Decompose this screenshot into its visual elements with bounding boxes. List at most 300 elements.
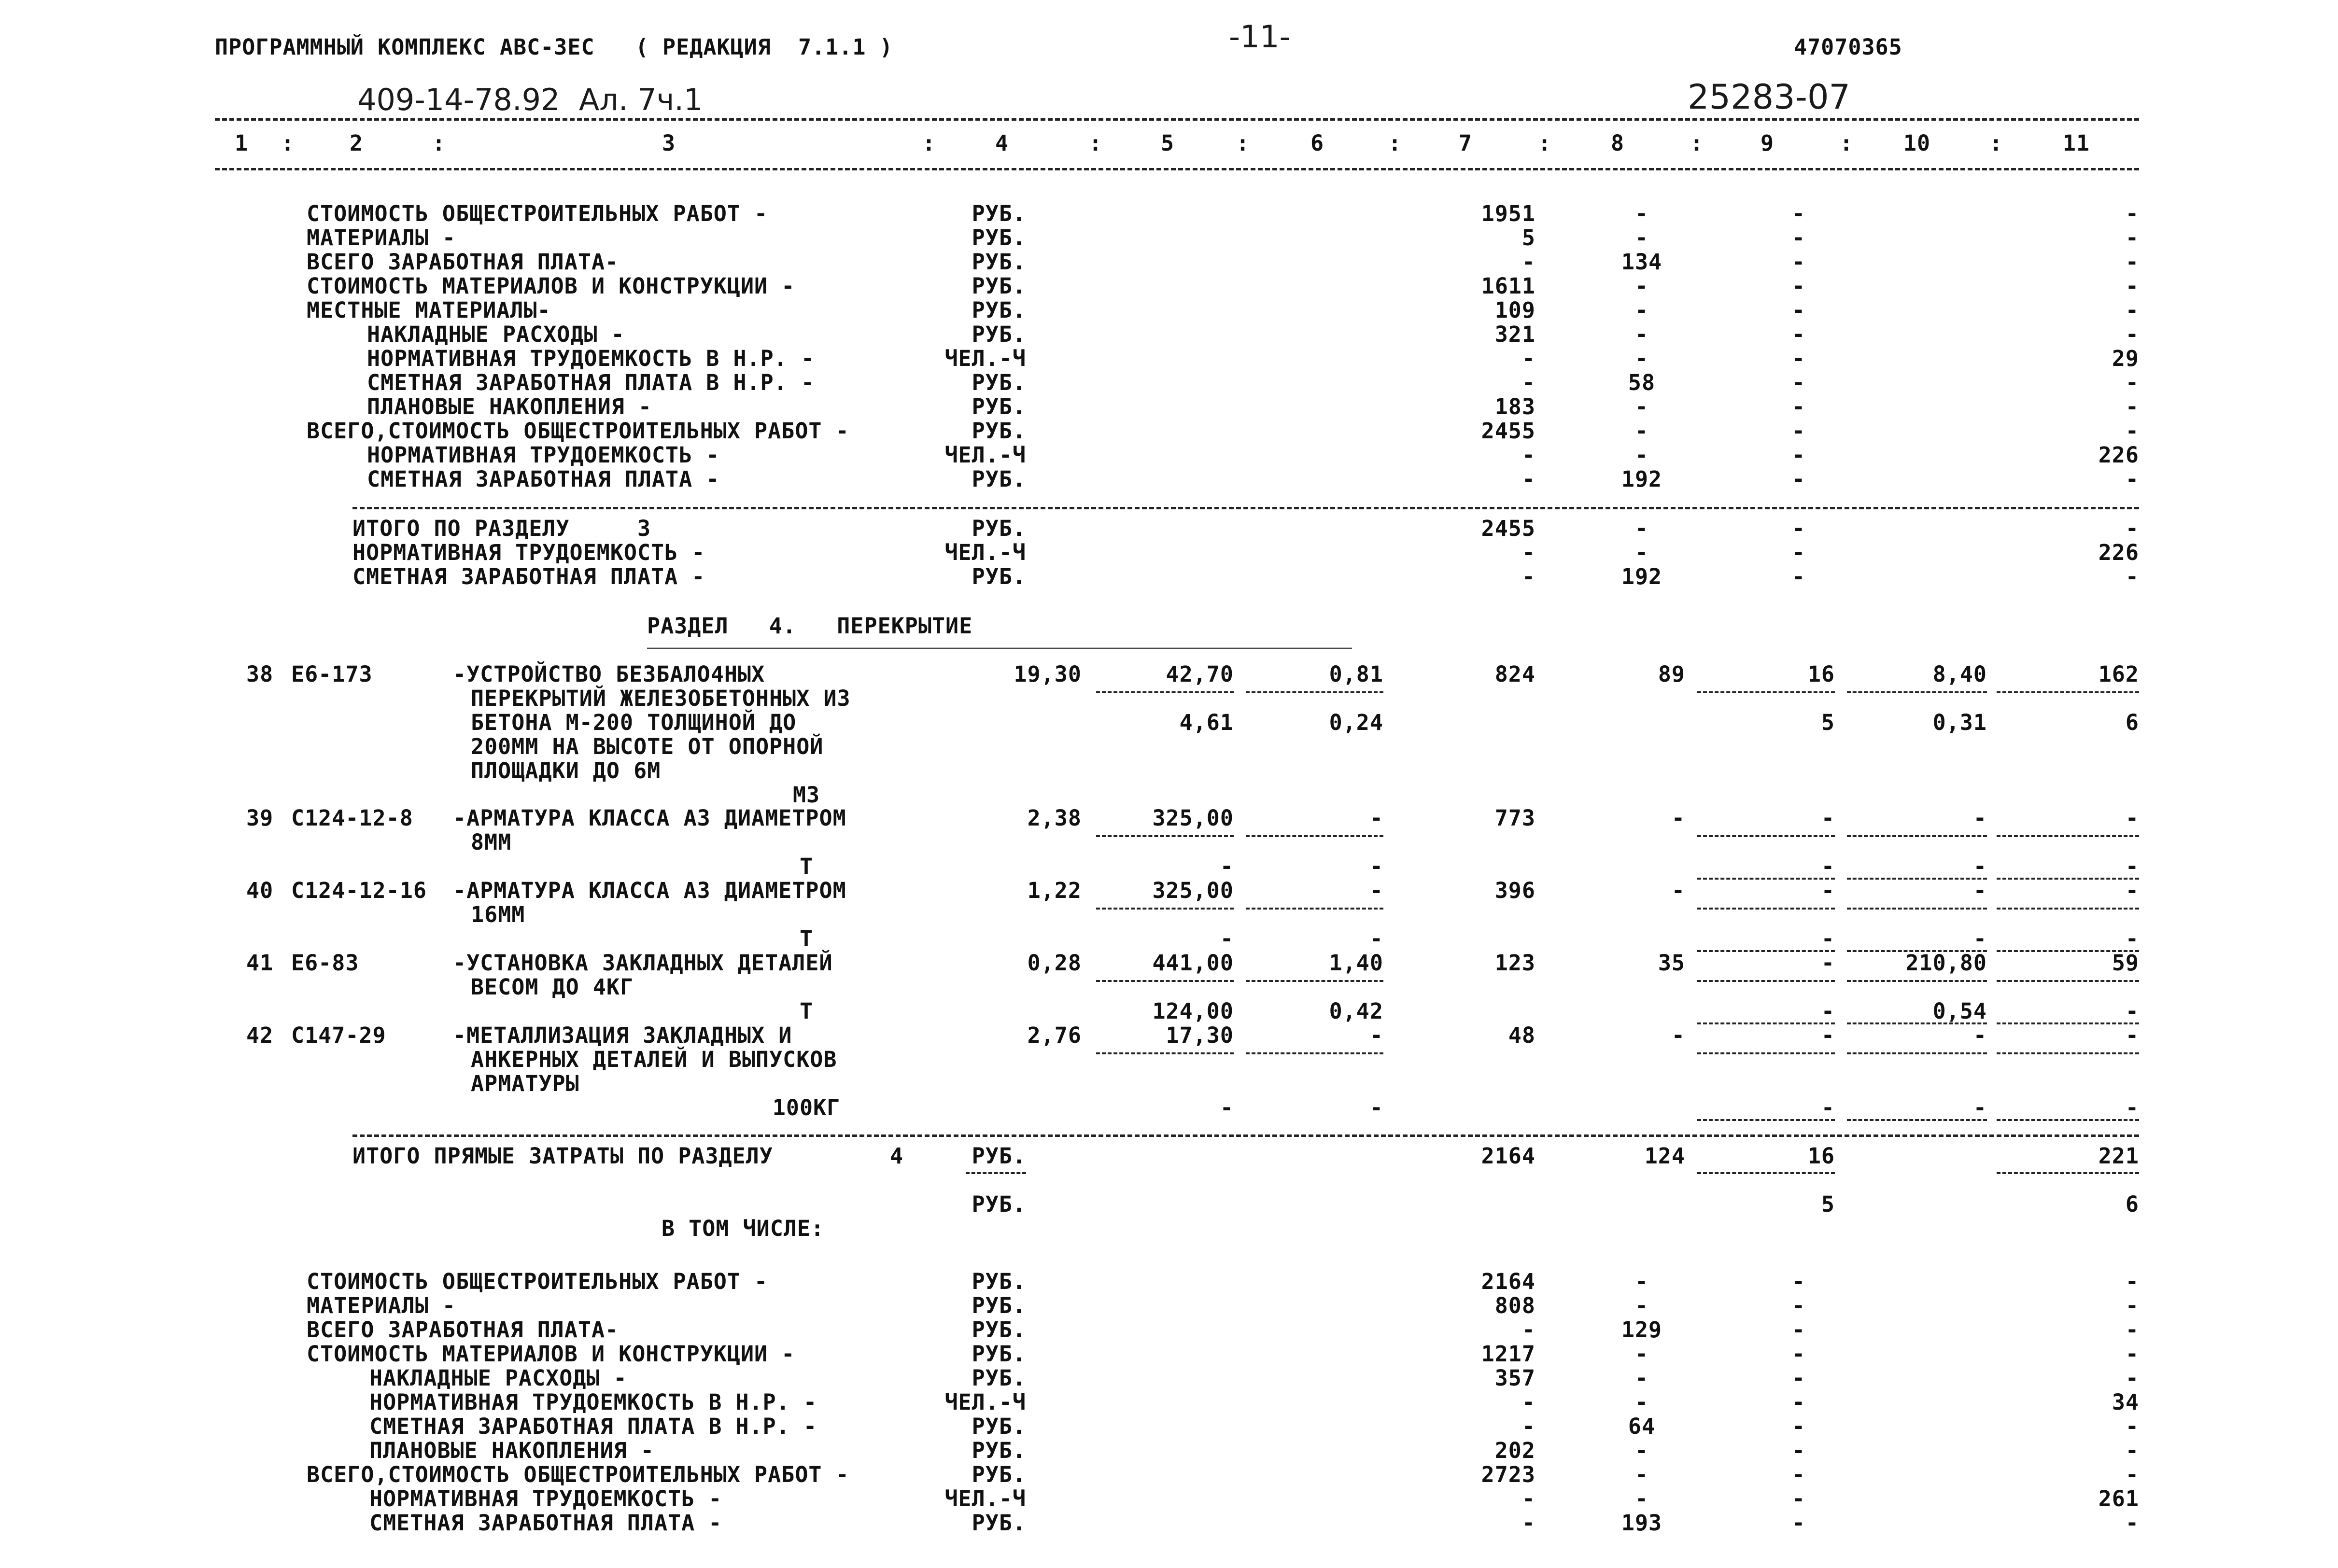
summary-value-col11: - — [2125, 466, 2139, 492]
item-subrule — [1246, 691, 1383, 693]
summary-value-col8: - — [1634, 1293, 1649, 1318]
item-col6: - — [1369, 805, 1383, 831]
summary-value-col8: 129 — [1621, 1317, 1662, 1343]
item-description-line: -АРМАТУРА КЛАССА А3 ДИАМЕТРОМ — [453, 878, 846, 903]
summary-unit: ЧЕЛ.-Ч — [944, 442, 1026, 468]
summary-unit: ЧЕЛ.-Ч — [944, 1389, 1026, 1415]
item-subrule — [1697, 1052, 1835, 1054]
item-subrule — [1997, 908, 2139, 910]
section3-total-col7: - — [1521, 564, 1535, 589]
column-separator: : — [1840, 130, 1854, 156]
summary-value-col11: - — [2125, 225, 2139, 251]
section3-total-col8: - — [1634, 516, 1649, 541]
item-col11-secondary: - — [2125, 854, 2139, 879]
summary-label: НОРМАТИВНАЯ ТРУДОЕМКОСТЬ - — [369, 1486, 722, 1512]
summary-label: МАТЕРИАЛЫ - — [307, 1293, 456, 1318]
summary-label: ВСЕГО ЗАРАБОТНАЯ ПЛАТА- — [307, 249, 619, 275]
summary-value-col7: 2455 — [1481, 418, 1535, 444]
item-quantity: 19,30 — [1014, 661, 1082, 687]
summary-value-col9: - — [1791, 1389, 1806, 1415]
summary-value-col8: - — [1634, 322, 1649, 347]
summary-unit: РУБ. — [972, 1414, 1026, 1439]
column-separator: : — [1538, 130, 1552, 156]
item-description-line: ВЕСОМ ДО 4КГ — [471, 974, 634, 1000]
summary-value-col9: - — [1791, 1486, 1806, 1512]
item-subrule — [1246, 908, 1383, 910]
item-subrule — [1847, 1052, 1987, 1054]
summary-unit: ЧЕЛ.-Ч — [944, 346, 1026, 371]
column-header-5: 5 — [1160, 130, 1175, 156]
summary-value-col7: 109 — [1494, 297, 1535, 323]
summary-unit: РУБ. — [972, 273, 1026, 299]
summary-unit: РУБ. — [972, 249, 1026, 275]
item-col5-secondary: 124,00 — [1152, 998, 1234, 1024]
summary-value-col7: - — [1521, 1317, 1535, 1343]
summary-label: ВСЕГО,СТОИМОСТЬ ОБЩЕСТРОИТЕЛЬНЫХ РАБОТ - — [307, 418, 849, 444]
summary-value-col7: 5 — [1521, 225, 1535, 251]
summary-unit: РУБ. — [972, 1341, 1026, 1367]
summary-label: СТОИМОСТЬ ОБЩЕСТРОИТЕЛЬНЫХ РАБОТ - — [307, 201, 768, 226]
summary-value-col9: - — [1791, 442, 1806, 468]
summary-label: НОРМАТИВНАЯ ТРУДОЕМКОСТЬ В Н.Р. - — [369, 1389, 817, 1415]
summary-value-col8: - — [1634, 394, 1649, 420]
item-subrule — [1697, 908, 1835, 910]
summary-value-col7: 321 — [1494, 322, 1535, 347]
column-separator: : — [281, 130, 295, 156]
section3-total-col9: - — [1791, 540, 1806, 565]
item-unit: 100КГ — [772, 1095, 841, 1120]
page-number-mark: -11- — [1229, 19, 1291, 55]
item-col8: - — [1671, 878, 1685, 903]
item-col5-secondary: - — [1220, 1095, 1234, 1120]
item-subrule — [1997, 1119, 2139, 1121]
item-code: Е6-83 — [291, 950, 359, 976]
summary-label: СТОИМОСТЬ МАТЕРИАЛОВ И КОНСТРУКЦИИ - — [307, 1341, 795, 1367]
column-header-11: 11 — [2062, 130, 2090, 156]
direct-costs-col11-secondary: 6 — [2125, 1191, 2139, 1217]
item-col10-secondary: - — [1973, 926, 1987, 952]
direct-costs-col9: 16 — [1807, 1143, 1835, 1169]
header-rule-bottom — [215, 168, 2139, 170]
section3-total-label: ИТОГО ПО РАЗДЕЛУ 3 — [352, 516, 651, 541]
direct-costs-subrule — [966, 1172, 1026, 1174]
item-col6-secondary: 0,24 — [1329, 710, 1383, 735]
summary-label: ВСЕГО ЗАРАБОТНАЯ ПЛАТА- — [307, 1317, 619, 1343]
summary-value-col11: - — [2125, 1341, 2139, 1367]
item-col10-secondary: 0,54 — [1932, 998, 1987, 1024]
summary-value-col11: - — [2125, 1510, 2139, 1536]
section3-total-unit: РУБ. — [972, 516, 1026, 541]
section3-total-col9: - — [1791, 516, 1806, 541]
summary-value-col9: - — [1791, 418, 1806, 444]
item-subrule — [1847, 908, 1987, 910]
summary-value-col11: - — [2125, 394, 2139, 420]
section-title-underline — [647, 647, 1352, 649]
summary-unit: РУБ. — [972, 394, 1026, 420]
summary-value-col9: - — [1791, 466, 1806, 492]
summary-value-col11: 34 — [2112, 1389, 2139, 1415]
summary-value-col7: - — [1521, 442, 1535, 468]
item-col10-secondary: - — [1973, 854, 1987, 879]
summary-value-col7: 1217 — [1481, 1341, 1535, 1367]
summary-value-col9: - — [1791, 1414, 1806, 1439]
item-subrule — [1997, 980, 2139, 982]
item-col8: 35 — [1658, 950, 1685, 976]
item-col11-secondary: - — [2125, 1095, 2139, 1120]
summary-value-col9: - — [1791, 1438, 1806, 1463]
item-col8: - — [1671, 1022, 1685, 1048]
summary-value-col7: 202 — [1494, 1438, 1535, 1463]
summary-label: НАКЛАДНЫЕ РАСХОДЫ - — [367, 322, 625, 347]
summary-value-col8: - — [1634, 1269, 1649, 1294]
summary-value-col7: 2164 — [1481, 1269, 1535, 1294]
summary-label: ПЛАНОВЫЕ НАКОПЛЕНИЯ - — [367, 394, 652, 420]
summary-value-col7: - — [1521, 346, 1535, 371]
summary-value-col11: - — [2125, 1414, 2139, 1439]
item-col5-secondary: 4,61 — [1179, 710, 1234, 735]
summary-value-col7: - — [1521, 370, 1535, 395]
summary-label: МАТЕРИАЛЫ - — [307, 225, 456, 251]
summary-value-col8: - — [1634, 442, 1649, 468]
summary-value-col11: - — [2125, 1317, 2139, 1343]
summary-value-col8: - — [1634, 346, 1649, 371]
summary-value-col9: - — [1791, 346, 1806, 371]
item-subrule — [1697, 980, 1835, 982]
document-number: 47070365 — [1794, 34, 1902, 60]
direct-costs-subrule — [1697, 1172, 1835, 1174]
item-col9: - — [1821, 805, 1835, 831]
item-subrule — [1697, 691, 1835, 693]
item-col10: 8,40 — [1932, 661, 1987, 687]
summary-value-col8: - — [1634, 1438, 1649, 1463]
item-subrule — [1246, 835, 1383, 837]
summary-value-col9: - — [1791, 1510, 1806, 1536]
column-separator: : — [1388, 130, 1402, 156]
summary-label: ВСЕГО,СТОИМОСТЬ ОБЩЕСТРОИТЕЛЬНЫХ РАБОТ - — [307, 1462, 849, 1487]
item-col8: - — [1671, 805, 1685, 831]
column-separator: : — [432, 130, 446, 156]
item-col11-secondary: - — [2125, 926, 2139, 952]
item-description-line: ПЕРЕКРЫТИЙ ЖЕЛЕЗОБЕТОННЫХ ИЗ — [471, 686, 851, 711]
summary-value-col8: 192 — [1621, 466, 1662, 492]
summary-value-col11: - — [2125, 418, 2139, 444]
section3-total-col8: - — [1634, 540, 1649, 565]
summary-value-col7: 808 — [1494, 1293, 1535, 1318]
item-subrule — [1847, 980, 1987, 982]
item-number: 40 — [246, 878, 274, 903]
item-number: 42 — [246, 1022, 274, 1048]
item-description-line: АНКЕРНЫХ ДЕТАЛЕЙ И ВЫПУСКОВ — [471, 1047, 837, 1072]
summary-label: СМЕТНАЯ ЗАРАБОТНАЯ ПЛАТА - — [369, 1510, 722, 1536]
item-col11-secondary: - — [2125, 998, 2139, 1024]
item-col11: 162 — [2098, 661, 2139, 687]
summary-value-col9: - — [1791, 273, 1806, 299]
item-quantity: 2,38 — [1027, 805, 1082, 831]
direct-costs-unit-secondary: РУБ. — [972, 1191, 1026, 1217]
item-col6-secondary: 0,42 — [1329, 998, 1383, 1024]
including-label: В ТОМ ЧИСЛЕ: — [662, 1216, 825, 1241]
summary-value-col11: - — [2125, 1269, 2139, 1294]
summary-value-col7: - — [1521, 466, 1535, 492]
item-col9: 16 — [1807, 661, 1835, 687]
item-unit: Т — [799, 998, 814, 1024]
summary-label: СМЕТНАЯ ЗАРАБОТНАЯ ПЛАТА В Н.Р. - — [367, 370, 815, 395]
summary-value-col9: - — [1791, 1462, 1806, 1487]
item-subrule — [1096, 980, 1234, 982]
summary-value-col8: - — [1634, 1389, 1649, 1415]
summary-unit: РУБ. — [972, 370, 1026, 395]
summary-value-col8: - — [1634, 201, 1649, 226]
item-code: С147-29 — [291, 1022, 386, 1048]
summary-label: НАКЛАДНЫЕ РАСХОДЫ - — [369, 1365, 627, 1391]
direct-costs-label: ИТОГО ПРЯМЫЕ ЗАТРАТЫ ПО РАЗДЕЛУ — [352, 1143, 773, 1169]
item-description-line: -УСТАНОВКА ЗАКЛАДНЫХ ДЕТАЛЕЙ — [453, 950, 833, 976]
summary-label: ПЛАНОВЫЕ НАКОПЛЕНИЯ - — [369, 1438, 654, 1463]
summary-value-col8: - — [1634, 418, 1649, 444]
summary-value-col7: - — [1521, 1486, 1535, 1512]
summary-unit: РУБ. — [972, 1293, 1026, 1318]
direct-costs-col11: 221 — [2098, 1143, 2139, 1169]
summary-label: СМЕТНАЯ ЗАРАБОТНАЯ ПЛАТА - — [367, 466, 720, 492]
summary-value-col8: - — [1634, 225, 1649, 251]
item-col7: 773 — [1494, 805, 1535, 831]
item-subrule — [1246, 980, 1383, 982]
item-col6-secondary: - — [1369, 854, 1383, 879]
item-col6-secondary: - — [1369, 926, 1383, 952]
item-code: Е6-173 — [291, 661, 373, 687]
item-subrule — [1997, 835, 2139, 837]
item-col6: 0,81 — [1329, 661, 1383, 687]
summary-value-col7: 2723 — [1481, 1462, 1535, 1487]
item-col11: - — [2125, 878, 2139, 903]
column-header-8: 8 — [1610, 130, 1625, 156]
column-header-10: 10 — [1903, 130, 1931, 156]
item-description-line: БЕТОНА М-200 ТОЛЩИНОЙ ДО — [471, 710, 797, 735]
summary-label: НОРМАТИВНАЯ ТРУДОЕМКОСТЬ - — [367, 442, 720, 468]
summary-value-col7: - — [1521, 249, 1535, 275]
section3-total-unit: ЧЕЛ.-Ч — [944, 540, 1026, 565]
item-code: С124-12-8 — [291, 805, 413, 831]
item-col6: 1,40 — [1329, 950, 1383, 976]
item-col11: 59 — [2112, 950, 2139, 976]
summary-unit: РУБ. — [972, 1462, 1026, 1487]
item-subrule — [1697, 1119, 1835, 1121]
summary-value-col11: - — [2125, 273, 2139, 299]
item-number: 41 — [246, 950, 274, 976]
column-separator: : — [1690, 130, 1704, 156]
item-description-line: -АРМАТУРА КЛАССА А3 ДИАМЕТРОМ — [453, 805, 846, 831]
direct-costs-col7: 2164 — [1481, 1143, 1535, 1169]
summary-value-col9: - — [1791, 1365, 1806, 1391]
column-separator: : — [922, 130, 936, 156]
item-col9-secondary: - — [1821, 998, 1835, 1024]
item-col6: - — [1369, 1022, 1383, 1048]
summary-value-col11: - — [2125, 1293, 2139, 1318]
item-col9: - — [1821, 1022, 1835, 1048]
summary-value-col7: 1951 — [1481, 201, 1535, 226]
summary-value-col11: - — [2125, 370, 2139, 395]
summary-value-col9: - — [1791, 1317, 1806, 1343]
section3-total-label: НОРМАТИВНАЯ ТРУДОЕМКОСТЬ - — [352, 540, 705, 565]
section3-total-col8: 192 — [1621, 564, 1662, 589]
item-col5-secondary: - — [1220, 926, 1234, 952]
summary-unit: РУБ. — [972, 225, 1026, 251]
item-col7: 48 — [1508, 1022, 1535, 1048]
direct-costs-section-number: 4 — [890, 1143, 904, 1169]
item-unit: Т — [799, 854, 814, 879]
direct-costs-rule — [352, 1134, 2139, 1137]
item-subrule — [1096, 908, 1234, 910]
item-description-line: ПЛОЩАДКИ ДО 6М — [471, 758, 661, 784]
item-col5: 325,00 — [1152, 805, 1234, 831]
summary-value-col9: - — [1791, 394, 1806, 420]
summary-value-col9: - — [1791, 201, 1806, 226]
item-col9-secondary: 5 — [1821, 710, 1835, 735]
item-description-line: -МЕТАЛЛИЗАЦИЯ ЗАКЛАДНЫХ И — [453, 1022, 792, 1048]
column-header-7: 7 — [1458, 130, 1473, 156]
column-separator: : — [1989, 130, 2003, 156]
summary-value-col8: - — [1634, 1486, 1649, 1512]
direct-costs-unit: РУБ. — [972, 1143, 1026, 1169]
summary-unit: РУБ. — [972, 322, 1026, 347]
item-unit: Т — [799, 926, 814, 952]
item-subrule — [1847, 835, 1987, 837]
summary-value-col11: - — [2125, 1365, 2139, 1391]
summary-unit: РУБ. — [972, 201, 1026, 226]
handwritten-code: 25283-07 — [1688, 77, 1851, 117]
item-col10: - — [1973, 805, 1987, 831]
section3-total-col7: - — [1521, 540, 1535, 565]
column-header-2: 2 — [349, 130, 364, 156]
summary-value-col11: - — [2125, 322, 2139, 347]
program-header: ПРОГРАММНЫЙ КОМПЛЕКС АВС-3ЕС ( РЕДАКЦИЯ 7.1.1 ) — [215, 34, 893, 60]
item-number: 38 — [246, 661, 274, 687]
item-col6-secondary: - — [1369, 1095, 1383, 1120]
item-subrule — [1847, 691, 1987, 693]
summary-value-col8: - — [1634, 1365, 1649, 1391]
item-col9: - — [1821, 878, 1835, 903]
column-header-6: 6 — [1310, 130, 1324, 156]
summary-value-col7: - — [1521, 1389, 1535, 1415]
section3-total-col11: 226 — [2098, 540, 2139, 565]
summary-value-col11: - — [2125, 1462, 2139, 1487]
item-subrule — [1096, 835, 1234, 837]
direct-costs-subrule — [1997, 1172, 2139, 1174]
summary-value-col8: - — [1634, 297, 1649, 323]
summary-value-col7: 1611 — [1481, 273, 1535, 299]
item-col11: - — [2125, 805, 2139, 831]
item-subrule — [1246, 1052, 1383, 1054]
item-description-line: 8ММ — [471, 829, 512, 855]
summary-value-col7: - — [1521, 1414, 1535, 1439]
section3-total-rule — [352, 507, 2139, 509]
item-subrule — [1096, 1052, 1234, 1054]
summary-value-col11: 226 — [2098, 442, 2139, 468]
summary-label: СМЕТНАЯ ЗАРАБОТНАЯ ПЛАТА В Н.Р. - — [369, 1414, 817, 1439]
section3-total-col11: - — [2125, 564, 2139, 589]
section3-total-unit: РУБ. — [972, 564, 1026, 589]
item-description-line: -УСТРОЙСТВО БЕЗБАЛО4НЫХ — [453, 661, 765, 687]
column-header-4: 4 — [995, 130, 1009, 156]
item-code: С124-12-16 — [291, 878, 427, 903]
item-col9-secondary: - — [1821, 1095, 1835, 1120]
summary-unit: ЧЕЛ.-Ч — [944, 1486, 1026, 1512]
item-col9: - — [1821, 950, 1835, 976]
item-subrule — [1697, 835, 1835, 837]
item-col7: 824 — [1494, 661, 1535, 687]
summary-value-col11: - — [2125, 201, 2139, 226]
summary-value-col9: - — [1791, 322, 1806, 347]
item-subrule — [1847, 1119, 1987, 1121]
summary-label: СТОИМОСТЬ ОБЩЕСТРОИТЕЛЬНЫХ РАБОТ - — [307, 1269, 768, 1294]
column-separator: : — [1089, 130, 1103, 156]
summary-unit: РУБ. — [972, 466, 1026, 492]
summary-value-col11: - — [2125, 297, 2139, 323]
summary-label: СТОИМОСТЬ МАТЕРИАЛОВ И КОНСТРУКЦИИ - — [307, 273, 795, 299]
column-separator: : — [1236, 130, 1250, 156]
item-col9-secondary: - — [1821, 854, 1835, 879]
item-subrule — [1997, 1052, 2139, 1054]
summary-value-col7: 183 — [1494, 394, 1535, 420]
item-col8: 89 — [1658, 661, 1685, 687]
item-col9-secondary: - — [1821, 926, 1835, 952]
item-col10-secondary: - — [1973, 1095, 1987, 1120]
summary-value-col7: 357 — [1494, 1365, 1535, 1391]
item-col6: - — [1369, 878, 1383, 903]
summary-value-col8: - — [1634, 1462, 1649, 1487]
summary-value-col9: - — [1791, 370, 1806, 395]
item-description-line: 200ММ НА ВЫСОТЕ ОТ ОПОРНОЙ — [471, 734, 824, 759]
section3-total-label: СМЕТНАЯ ЗАРАБОТНАЯ ПЛАТА - — [352, 564, 705, 589]
summary-unit: РУБ. — [972, 1317, 1026, 1343]
summary-value-col8: - — [1634, 1341, 1649, 1367]
item-quantity: 2,76 — [1027, 1022, 1082, 1048]
summary-value-col11: 29 — [2112, 346, 2139, 371]
item-description-line: АРМАТУРЫ — [471, 1071, 579, 1096]
summary-value-col9: - — [1791, 297, 1806, 323]
summary-value-col7: - — [1521, 1510, 1535, 1536]
item-col5: 325,00 — [1152, 878, 1234, 903]
item-quantity: 0,28 — [1027, 950, 1082, 976]
direct-costs-col9-secondary: 5 — [1821, 1191, 1835, 1217]
summary-unit: РУБ. — [972, 297, 1026, 323]
summary-value-col9: - — [1791, 249, 1806, 275]
column-header-9: 9 — [1760, 130, 1775, 156]
summary-value-col9: - — [1791, 1341, 1806, 1367]
section3-total-col9: - — [1791, 564, 1806, 589]
item-col10-secondary: 0,31 — [1932, 710, 1987, 735]
summary-value-col8: 134 — [1621, 249, 1662, 275]
header-rule-top — [215, 118, 2139, 121]
column-header-1: 1 — [234, 130, 249, 156]
summary-value-col8: 58 — [1628, 370, 1656, 395]
section3-total-col7: 2455 — [1481, 516, 1535, 541]
item-col10: - — [1973, 878, 1987, 903]
item-unit: М3 — [792, 782, 820, 808]
section3-total-col11: - — [2125, 516, 2139, 541]
summary-value-col8: 193 — [1621, 1510, 1662, 1536]
item-col11-secondary: 6 — [2125, 710, 2139, 735]
item-subrule — [1997, 691, 2139, 693]
item-quantity: 1,22 — [1027, 878, 1082, 903]
summary-value-col11: - — [2125, 249, 2139, 275]
item-col5: 441,00 — [1152, 950, 1234, 976]
summary-label: МЕСТНЫЕ МАТЕРИАЛЫ- — [307, 297, 551, 323]
summary-value-col9: - — [1791, 225, 1806, 251]
section-title: РАЗДЕЛ 4. ПЕРЕКРЫТИЕ — [647, 613, 973, 639]
summary-value-col9: - — [1791, 1269, 1806, 1294]
summary-label: НОРМАТИВНАЯ ТРУДОЕМКОСТЬ В Н.Р. - — [367, 346, 815, 371]
